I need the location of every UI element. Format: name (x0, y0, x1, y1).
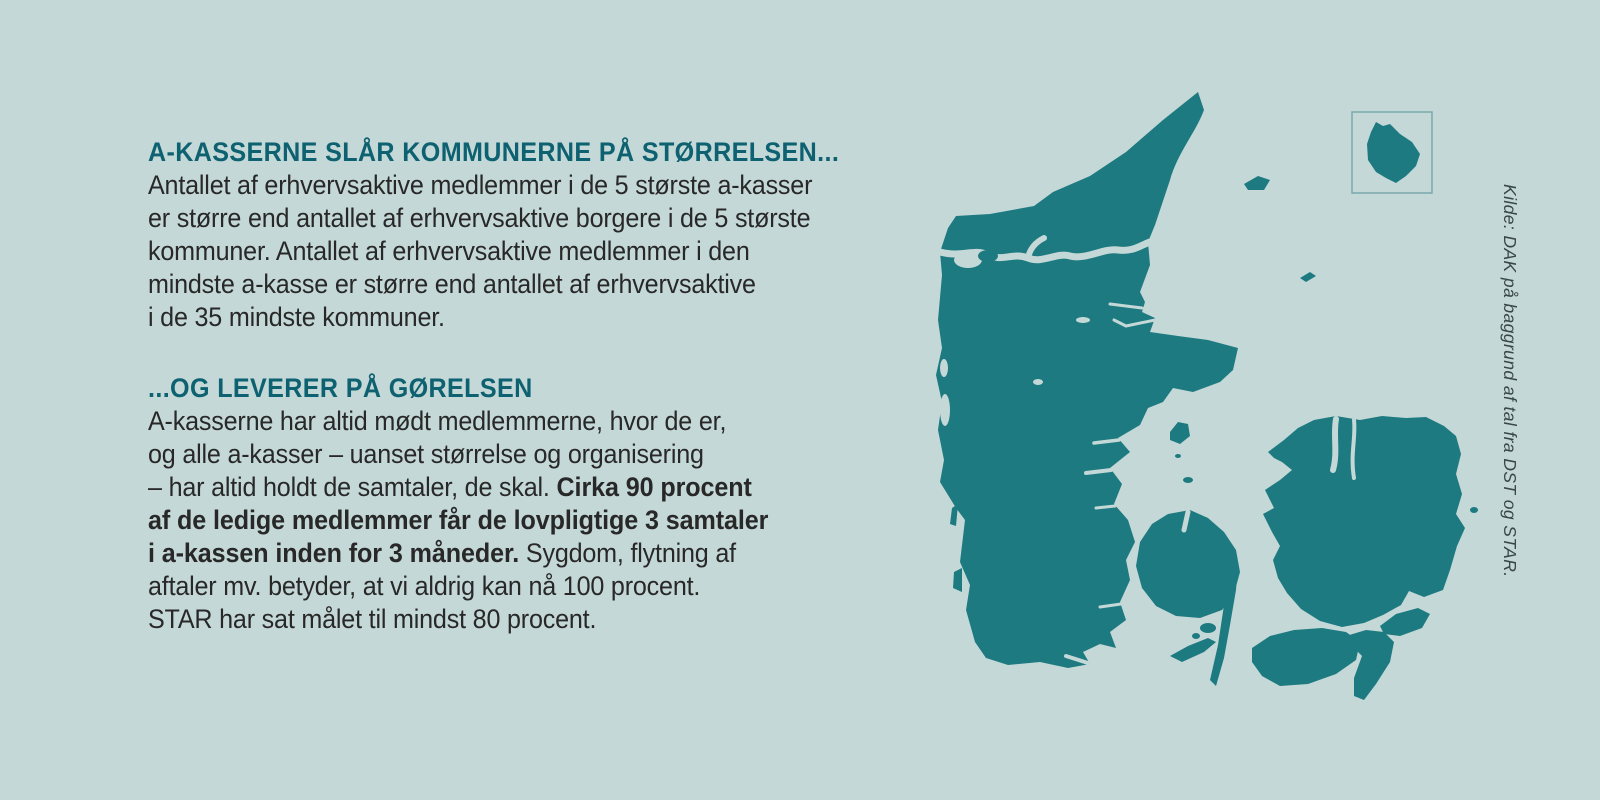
delivery-line-bold: af de ledige medlemmer får de lovpligtige 3 samtaler (148, 505, 769, 535)
aeroe-island (1170, 638, 1216, 662)
delivery-line-bold: i a-kassen inden for 3 måneder. (148, 538, 520, 568)
hven-island (1470, 507, 1478, 513)
delivery-line: A-kasserne har altid mødt medlemmerne, hvor de er, (148, 406, 727, 436)
inland-lake (1033, 379, 1043, 385)
bornholm-island (1367, 122, 1420, 183)
delivery-line (148, 537, 911, 570)
delivery-line: og alle a-kasser – uanset størrelse og organisering (148, 439, 704, 469)
endelave-island (1183, 477, 1193, 483)
inland-lake (1076, 317, 1090, 323)
intro-line: kommuner. Antallet af erhvervsaktive medlemmer i den (148, 236, 750, 266)
intro-line: Antallet af erhvervsaktive medlemmer i de 5 største a-kasser (148, 170, 813, 200)
nissum-fjord (940, 359, 948, 377)
delivery-line: aftaler mv. betyder, at vi aldrig kan nå 100 procent. (148, 571, 701, 601)
zealand-shape (1263, 416, 1465, 627)
roemoe-island (953, 568, 962, 592)
taasinge-island (1200, 623, 1216, 633)
denmark-map (878, 80, 1498, 710)
archipelago-islet (1192, 633, 1200, 639)
intro-line: er større end antallet af erhvervsaktive borgere i de 5 største (148, 203, 811, 233)
tunoe-island (1175, 454, 1181, 458)
text-column (148, 136, 911, 636)
ringkoebing-fjord (940, 394, 950, 426)
intro-line: mindste a-kasse er større end antallet af erhvervsaktive (148, 269, 756, 299)
roskilde-fjord (1353, 420, 1355, 478)
delivery-line (148, 471, 911, 504)
intro-line: i de 35 mindste kommuner. (148, 302, 445, 332)
intro-paragraph (148, 169, 911, 334)
anholt-island (1300, 272, 1316, 282)
delivery-paragraph (148, 405, 911, 636)
laesoe-island (1244, 176, 1270, 190)
delivery-line-regular: Sygdom, flytning af (519, 538, 736, 568)
headline-size-comparison: A-KASSERNE SLÅR KOMMUNERNE PÅ STØRRELSEN... (148, 137, 840, 167)
nissum-bredning (954, 252, 982, 268)
delivery-line-bold: Cirka 90 procent (556, 472, 752, 502)
kolding-fjord (1096, 506, 1115, 508)
source-note: Kilde: DAK på baggrund af tal fra DST og STAR. (1500, 184, 1520, 578)
mors-island (978, 250, 998, 262)
headline-delivery: ...OG LEVERER PÅ GØRELSEN (148, 373, 533, 403)
delivery-line-regular: – har altid holdt de samtaler, de skal. (148, 472, 557, 502)
lolland-island (1252, 628, 1360, 686)
fanoe-island (950, 504, 958, 526)
falster-island (1346, 630, 1394, 700)
isefjord (1333, 419, 1336, 470)
delivery-line: STAR har sat målet til mindst 80 procent. (148, 604, 597, 634)
denmark-map-svg (878, 80, 1498, 710)
samsoe-island (1170, 422, 1190, 444)
